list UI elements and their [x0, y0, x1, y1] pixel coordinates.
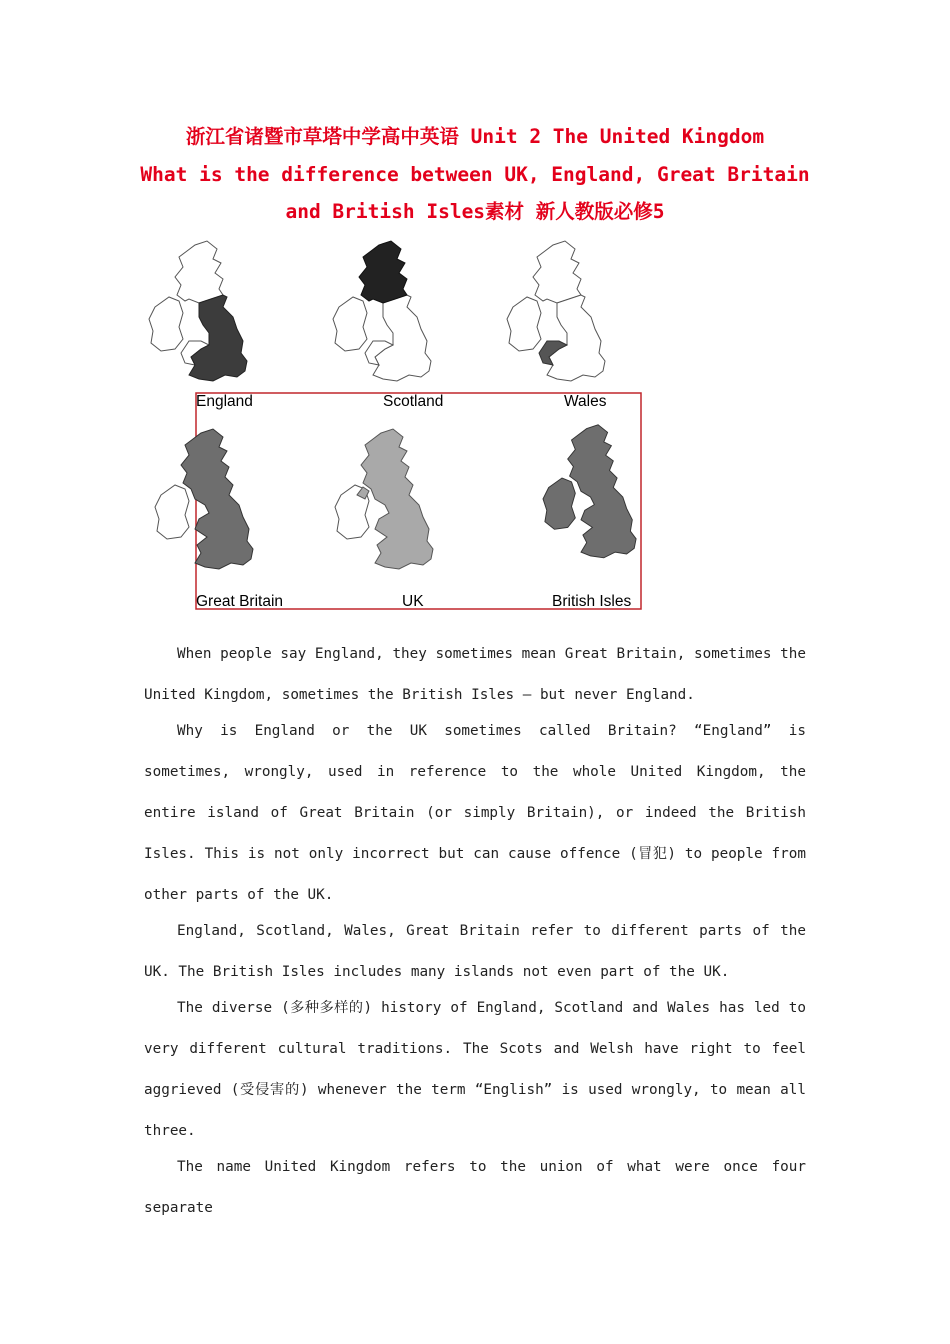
article-body [144, 634, 806, 1229]
map-label-great-britain: Great Britain [196, 593, 284, 610]
paragraph-1: When people say England, they sometimes mean Great Britain, sometimes the United Kingdom, sometimes the British Isles — but never England. [144, 646, 806, 703]
uk-map [335, 429, 433, 569]
highlight-box [196, 393, 641, 609]
wales-map [507, 241, 605, 381]
map-label-british-isles: British Isles [552, 593, 632, 610]
scotland-map [333, 241, 431, 381]
england-map [149, 241, 247, 381]
british-isles-map [543, 425, 636, 558]
paragraph-3: England, Scotland, Wales, Great Britain refer to different parts of the UK. The British Isles includes many islands not even part of the UK. [144, 923, 806, 980]
uk-maps-figure [143, 233, 653, 613]
paragraph-2: Why is England or the UK sometimes called Britain? “England” is sometimes, wrongly, used in reference to the whole United Kingdom, the entire island of Great Britain (or simply Britain), or indeed the British Isles. This is not only incorrect but can cause offence (冒犯) to people from other parts of the UK. [144, 723, 806, 903]
paragraph-5: The name United Kingdom refers to the union of what were once four separate [144, 1159, 806, 1216]
document-title-line-1: 浙江省诸暨市草塔中学高中英语 Unit 2 The United Kingdom [185, 125, 765, 148]
map-label-uk: UK [402, 593, 424, 610]
great-britain-map [155, 429, 253, 569]
map-label-scotland: Scotland [383, 393, 444, 410]
document-title-line-2: What is the difference between UK, England, Great Britain [140, 163, 810, 186]
map-label-wales: Wales [564, 393, 607, 410]
document-title-line-3: and British Isles素材 新人教版必修5 [285, 200, 665, 223]
paragraph-4: The diverse (多种多样的) history of England, Scotland and Wales has led to very different cultural traditions. The Scots and Welsh have right to feel aggrieved (受侵害的) whenever the term “English” is used wrongly, to mean all three. [144, 1000, 806, 1139]
map-label-england: England [196, 393, 253, 410]
